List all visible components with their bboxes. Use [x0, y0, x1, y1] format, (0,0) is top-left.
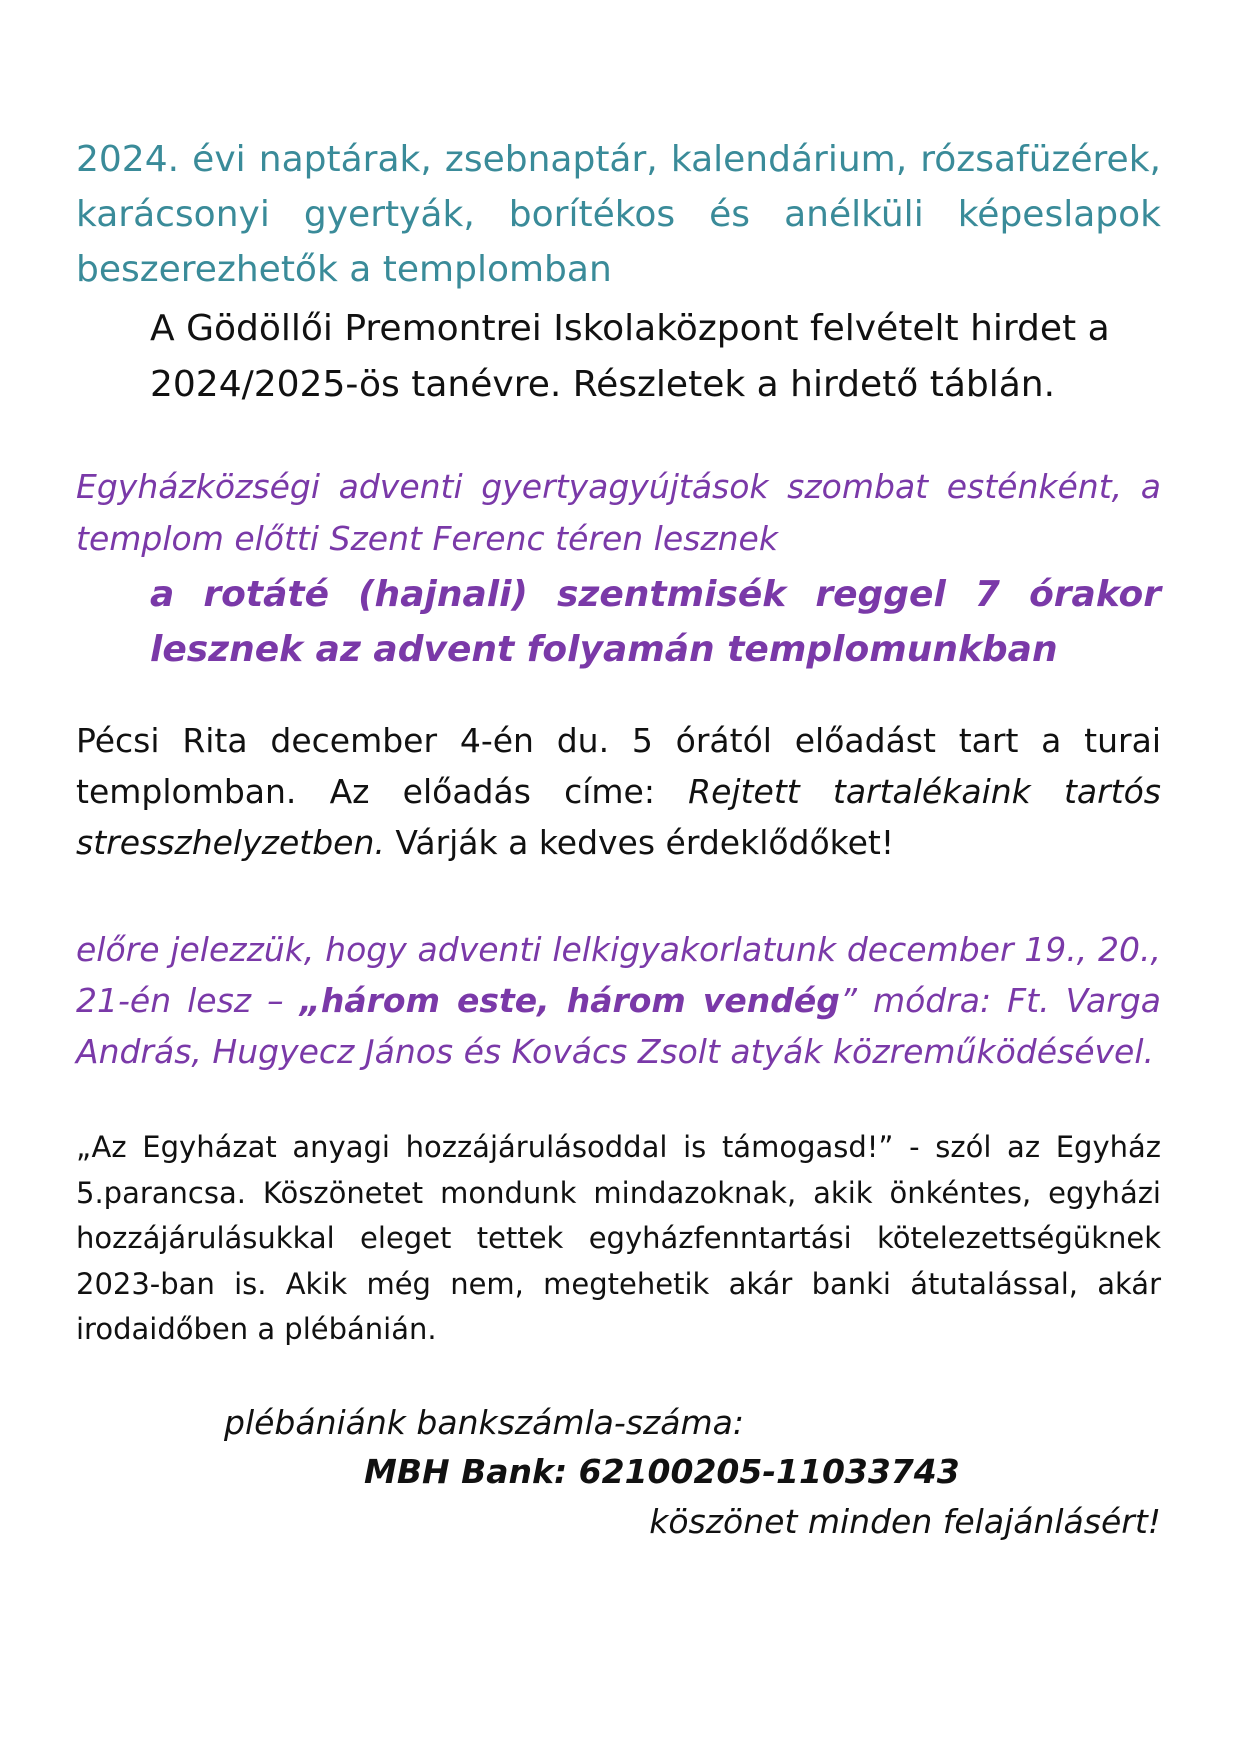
lecture-intro: Pécsi Rita december 4-én du. 5 órától előadást tart a turai templomban. Az előadás címe:	[76, 721, 1161, 811]
lecture-notice	[76, 715, 1161, 868]
lecture-outro: Várják a kedves érdeklődőket!	[384, 823, 895, 862]
rorate-mass-notice: a rotáté (hajnali) szentmisék reggel 7 órakor lesznek az advent folyamán templomunkban	[150, 574, 1161, 670]
retreat-notice	[76, 924, 1161, 1077]
calendars-notice: 2024. évi naptárak, zsebnaptár, kalendárium, rózsafüzérek, karácsonyi gyertyák, borítékos és anélküli képeslapok beszerezhetők a templomban	[76, 139, 1161, 290]
retreat-intro: előre jelezzük, hogy adventi lelkigyakorlatunk december 19., 20., 21-én lesz –	[76, 930, 1161, 1020]
retreat-highlight: „három este, három vendég	[299, 981, 840, 1020]
candle-lighting-notice: Egyházközségi adventi gyertyagyújtások szombat esténként, a templom előtti Szent Ferenc téren lesznek	[76, 467, 1161, 558]
bank-account-number: MBH Bank: 62100205-11033743	[364, 1451, 960, 1491]
school-admission-notice: A Gödöllői Premontrei Iskolaközpont felvételt hirdet a 2024/2025-ös tanévre. Részletek a hirdető táblán.	[150, 308, 1110, 405]
lecture-title: Rejtett tartalékaink tartós stresszhelyzetben.	[76, 772, 1161, 862]
retreat-outro: ” módra: Ft. Varga András, Hugyecz János és Kovács Zsolt atyák közreműködésével.	[76, 981, 1161, 1071]
bank-account-label: plébániánk bankszámla-száma:	[224, 1402, 745, 1442]
tithe-notice: „Az Egyházat anyagi hozzájárulásoddal is támogasd!” - szól az Egyház 5.parancsa. Köszönetet mondunk mindazoknak, akik önkéntes, egyházi hozzájárulásukkal eleget tettek egyházfenntartási kötelezettségüknek 2023-ban is. Akik még nem, megtehetik akár banki átutalással, akár irodaidőben a plébánián.	[76, 1130, 1161, 1346]
thanks-line: köszönet minden felajánlásért!	[649, 1501, 1161, 1541]
